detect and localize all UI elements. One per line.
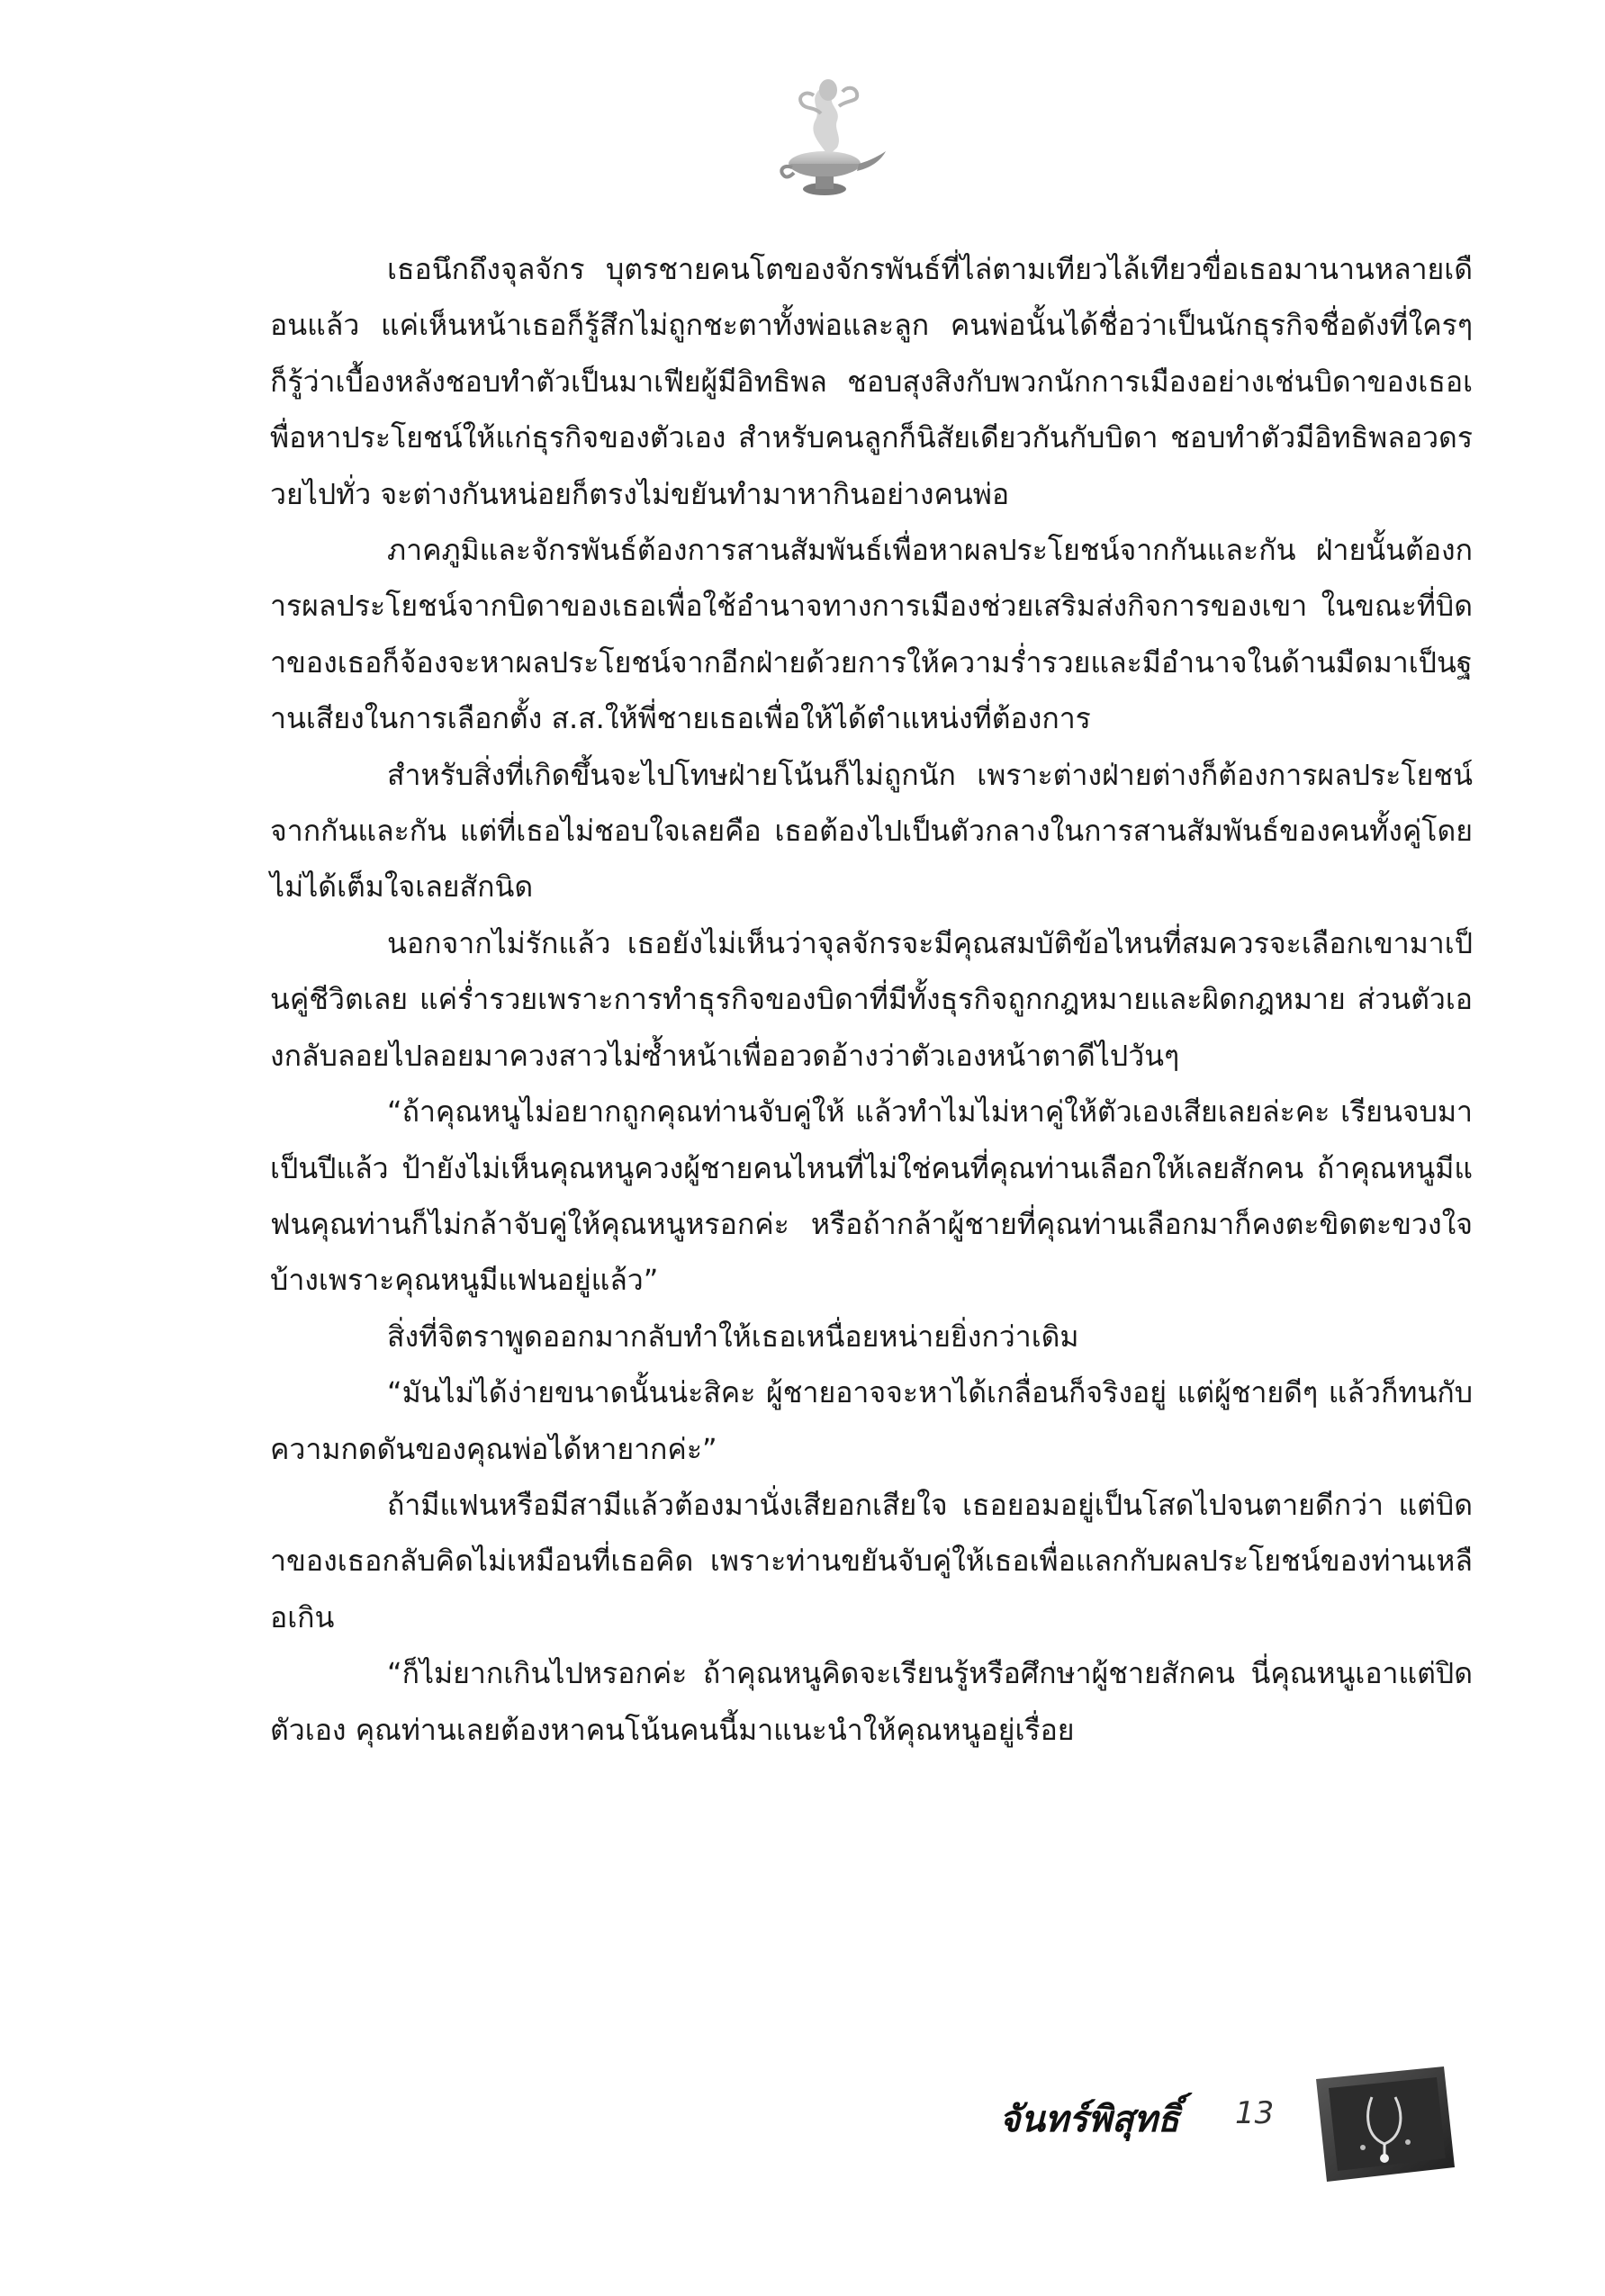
paragraph-8: ถ้ามีแฟนหรือมีสามีแล้วต้องมานั่งเสียอกเสียใจ เธอยอมอยู่เป็นโสดไปจนตายดีกว่า แต่บิดาของเธอกลับคิดไม่เหมือนที่เธอคิด เพราะท่านขยันจับคู่ให้เธอเพื่อแลกกับผลประโยชน์ของท่านเหลือเกิน xyxy=(270,1487,1473,1634)
book-title: จันทร์พิสุทธิ์ xyxy=(999,2099,1180,2140)
paragraph-1: เธอนึกถึงจุลจักร บุตรชายคนโตของจักรพันธ์ที่ไล่ตามเทียวไล้เทียวขื่อเธอมานานหลายเดือนแล้ว แค่เห็นหน้าเธอก็รู้สึกไม่ถูกชะตาทั้งพ่อและลูก คนพ่อนั้นได้ชื่อว่าเป็นนักธุรกิจชื่อดังที่ใครๆ ก็รู้ว่าเบื้องหลังชอบทำตัวเป็นมาเฟียผู้มีอิทธิพล ชอบสุงสิงกับพวกนักการเมืองอย่างเช่นบิดาของเธอเพื่อหาประโยชน์ให้แก่ธุรกิจของตัวเอง สำหรับคนลูกก็นิสัยเดียวกันกับบิดา ชอบทำตัวมีอิทธิพลอวดรวยไปทั่ว จะต่างกันหน่อยก็ตรงไม่ขยันทำมาหากินอย่างคนพ่อ xyxy=(270,252,1473,511)
paragraph-5: “ถ้าคุณหนูไม่อยากถูกคุณท่านจับคู่ให้ แล้วทำไมไม่หาคู่ให้ตัวเองเสียเลยล่ะคะ เรียนจบมาเป็นปีแล้ว ป้ายังไม่เห็นคุณหนูควงผู้ชายคนไหนที่ไม่ใช่คนที่คุณท่านเลือกให้เลยสักคน ถ้าคุณหนูมีแฟนคุณท่านก็ไม่กล้าจับคู่ให้คุณหนูหรอกค่ะ หรือถ้ากล้าผู้ชายที่คุณท่านเลือกมาก็คงตะขิดตะขวงใจบ้างเพราะคุณหนูมีแฟนอยู่แล้ว” xyxy=(270,1094,1473,1298)
lamp-with-smoke-icon xyxy=(765,70,891,205)
paragraph-4: นอกจากไม่รักแล้ว เธอยังไม่เห็นว่าจุลจักรจะมีคุณสมบัติข้อไหนที่สมควรจะเลือกเขามาเป็นคู่ชีวิตเลย แค่ร่ำรวยเพราะการทำธุรกิจของบิดาที่มีทั้งธุรกิจถูกกฎหมายและผิดกฎหมาย ส่วนตัวเองกลับลอยไปลอยมาควงสาวไม่ซ้ำหน้าเพื่ออวดอ้างว่าตัวเองหน้าตาดีไปวันๆ xyxy=(270,925,1473,1073)
paragraph-6: สิ่งที่จิตราพูดออกมากลับทำให้เธอเหนื่อยหน่ายยิ่งกว่าเดิม xyxy=(387,1319,1079,1354)
page-footer xyxy=(999,2061,1503,2187)
paragraph-9: “ก็ไม่ยากเกินไปหรอกค่ะ ถ้าคุณหนูคิดจะเรียนรู้หรือศึกษาผู้ชายสักคน นี่คุณหนูเอาแต่ปิดตัวเอง คุณท่านเลยต้องหาคนโน้นคนนี้มาแนะนำให้คุณหนูอยู่เรื่อย xyxy=(270,1656,1473,1747)
paragraph-7: “มันไม่ได้ง่ายขนาดนั้นน่ะสิคะ ผู้ชายอาจจะหาได้เกลื่อนก็จริงอยู่ แต่ผู้ชายดีๆ แล้วก็ทนกับความกดดันของคุณพ่อได้หายากค่ะ” xyxy=(270,1375,1473,1466)
paragraph-2: ภาคภูมิและจักรพันธ์ต้องการสานสัมพันธ์เพื่อหาผลประโยชน์จากกันและกัน ฝ่ายนั้นต้องการผลประโยชน์จากบิดาของเธอเพื่อใช้อำนาจทางการเมืองช่วยเสริมส่งกิจการของเขา ในขณะที่บิดาของเธอก็จ้องจะหาผลประโยชน์จากอีกฝ่ายด้วยการให้ความร่ำรวยและมีอำนาจในด้านมืดมาเป็นฐานเสียงในการเลือกตั้ง ส.ส.ให้พี่ชายเธอเพื่อให้ได้ตำแหน่งที่ต้องการ xyxy=(270,533,1473,736)
body-text xyxy=(270,241,1473,1758)
jewelry-box-icon xyxy=(1309,2061,1462,2187)
paragraph-3: สำหรับสิ่งที่เกิดขึ้นจะไปโทษฝ่ายโน้นก็ไม่ถูกนัก เพราะต่างฝ่ายต่างก็ต้องการผลประโยชน์จากกันและกัน แต่ที่เธอไม่ชอบใจเลยคือ เธอต้องไปเป็นตัวกลางในการสานสัมพันธ์ของคนทั้งคู่โดยไม่ได้เต็มใจเลยสักนิด xyxy=(270,757,1473,905)
page-number: 13 xyxy=(1235,2095,1275,2131)
